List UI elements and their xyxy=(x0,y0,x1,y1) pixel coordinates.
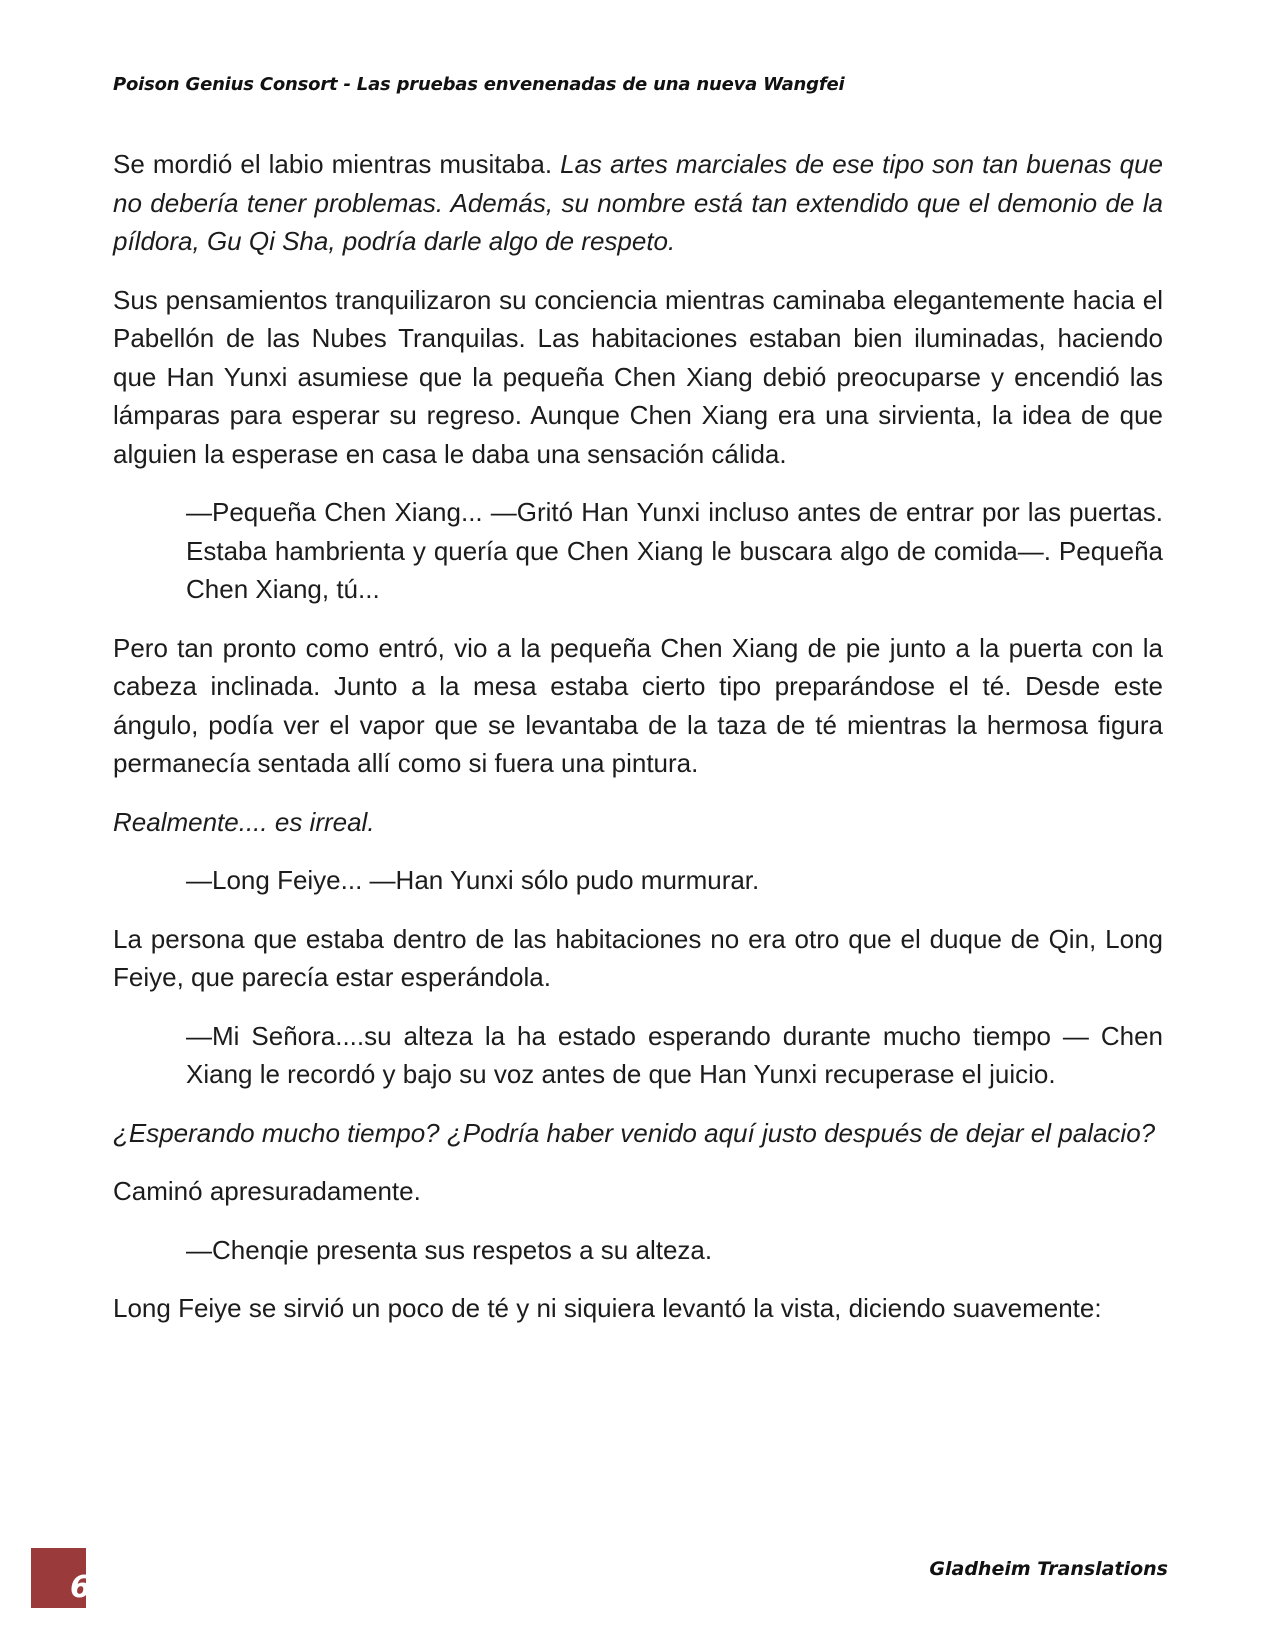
paragraph: Sus pensamientos tranquilizaron su conciencia mientras caminaba elegantemente hacia el Pabellón de las Nubes Tranquilas. Las habitaciones estaban bien iluminadas, haciendo que Han Yunxi asumiese que la pequeña Chen Xiang debió preocuparse y encendió las lámparas para esperar su regreso. Aunque Chen Xiang era una sirvienta, la idea de que alguien la esperase en casa le daba una sensación cálida. xyxy=(113,284,1163,469)
paragraph: La persona que estaba dentro de las habitaciones no era otro que el duque de Qin, Long Feiye, que parecía estar esperándola. xyxy=(113,923,1163,992)
paragraph: Pero tan pronto como entró, vio a la pequeña Chen Xiang de pie junto a la puerta con la cabeza inclinada. Junto a la mesa estaba cierto tipo preparándose el té. Desde este ángulo, podía ver el vapor que se levantaba de la taza de té mientras la hermosa figura permanecía sentada allí como si fuera una pintura. xyxy=(113,632,1163,778)
dialogue-paragraph: —Chenqie presenta sus respetos a su alteza. xyxy=(186,1234,713,1265)
dialogue-paragraph: —Mi Señora....su alteza la ha estado esperando durante mucho tiempo — Chen Xiang le recordó y bajo su voz antes de que Han Yunxi recuperase el juicio. xyxy=(186,1020,1163,1089)
page-number-underline xyxy=(31,1605,86,1608)
paragraph-normal-text: Se mordió el labio mientras musitaba. xyxy=(113,149,561,179)
running-header: Poison Genius Consort - Las pruebas envenenadas de una nueva Wangfei xyxy=(113,74,845,95)
paragraph-italic-thought: Las artes marciales de ese tipo son tan buenas que no debería tener problemas. Además, su nombre está tan extendido que el demonio de la píldora, Gu Qi Sha, podría darle algo de respeto. xyxy=(113,149,1163,256)
dialogue-paragraph: —Long Feiye... —Han Yunxi sólo pudo murmurar. xyxy=(186,865,760,895)
paragraph: Long Feiye se sirvió un poco de té y ni siquiera levantó la vista, diciendo suavemente: xyxy=(113,1293,1102,1323)
page-number: 6 xyxy=(70,1570,91,1605)
footer-credit: Gladheim Translations xyxy=(929,1558,1168,1580)
paragraph: Caminó apresuradamente. xyxy=(113,1176,421,1206)
paragraph xyxy=(113,145,1163,261)
body-text xyxy=(113,145,1163,1348)
italic-thought: ¿Esperando mucho tiempo? ¿Podría haber venido aquí justo después de dejar el palacio? xyxy=(113,1117,1156,1148)
italic-thought: Realmente.... es irreal. xyxy=(113,806,375,837)
dialogue-paragraph: —Pequeña Chen Xiang... —Gritó Han Yunxi incluso antes de entrar por las puertas. Estaba hambrienta y quería que Chen Xiang le buscara algo de comida—. Pequeña Chen Xiang, tú... xyxy=(186,497,1163,604)
